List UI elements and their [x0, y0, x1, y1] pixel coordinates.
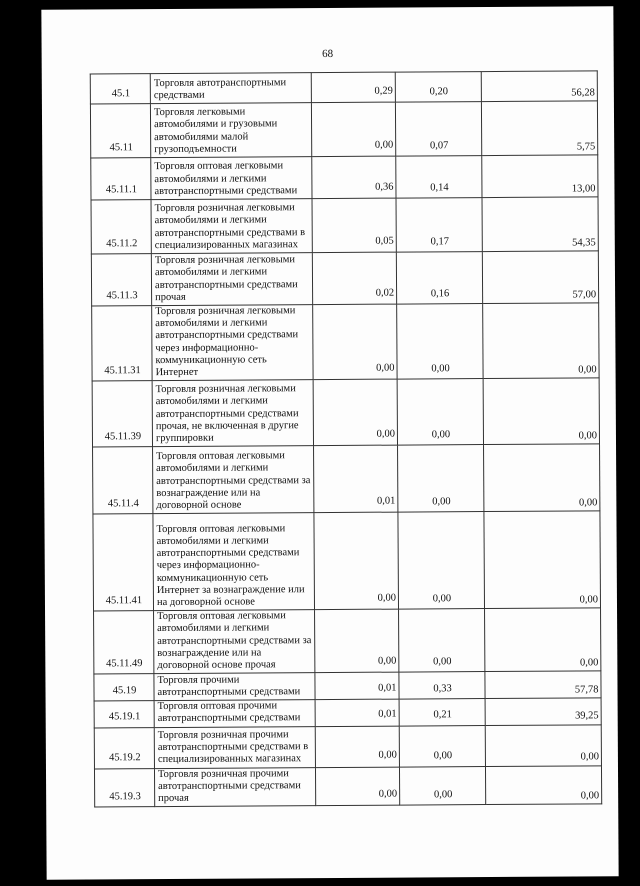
row-activity-name: Торговля розничная прочими автотранспортными средствами прочая — [154, 767, 315, 807]
table-row — [94, 608, 601, 674]
row-value-2 — [395, 72, 481, 103]
row-value-2-text: 0,21 — [433, 709, 452, 721]
row-value-3 — [485, 608, 601, 672]
row-value-2-text: 0,00 — [431, 429, 451, 441]
row-value-3-text: 0,00 — [580, 751, 599, 763]
row-value-1-text: 0,29 — [374, 85, 393, 97]
row-value-2-text: 0,00 — [432, 593, 452, 605]
row-code-text: 45.1 — [111, 88, 131, 100]
row-value-3-text: 39,25 — [575, 710, 599, 722]
row-value-3 — [485, 724, 601, 766]
row-code — [94, 727, 154, 768]
row-code-text: 45.11.4 — [107, 498, 139, 510]
row-activity-name: Торговля оптовая легковыми автомобилями и легкими автотранспортными средствами за вознаграждение или на договорной основе прочая — [154, 610, 315, 674]
row-code-text: 45.19.3 — [109, 791, 141, 803]
row-value-2 — [399, 609, 485, 673]
row-value-1 — [313, 304, 397, 380]
row-value-3-text: 0,00 — [578, 364, 597, 376]
row-value-3-text: 0,00 — [578, 430, 597, 442]
row-value-2-text: 0,00 — [433, 656, 452, 668]
row-value-3-text: 0,00 — [579, 594, 598, 606]
row-value-2-text: 0,00 — [433, 789, 453, 801]
row-activity-name: Торговля оптовая легковыми автомобилями и легкими автотранспортными средствами через информационно-коммуникационную сеть Интернет за вознаграждение или на договорной основе — [153, 513, 315, 611]
row-value-1 — [312, 198, 396, 253]
table-row — [90, 101, 597, 158]
row-value-1 — [311, 72, 395, 103]
row-code — [94, 701, 154, 728]
table-row — [92, 303, 599, 381]
row-value-3 — [483, 303, 599, 379]
row-value-2 — [396, 198, 482, 253]
row-code — [93, 447, 153, 514]
row-activity-name: Торговля розничная легковыми автомобилями и легкими автотранспортными средствами прочая — [151, 253, 312, 306]
row-value-2-text: 0,20 — [429, 86, 449, 98]
row-value-3-text: 0,00 — [578, 497, 598, 509]
row-value-1 — [315, 726, 399, 768]
row-code-text: 45.11.41 — [105, 595, 143, 607]
row-value-3-text: 56,28 — [571, 87, 595, 99]
row-value-2-text: 0,00 — [433, 750, 453, 762]
page-number: 68 — [322, 47, 334, 61]
activity-table-body — [90, 71, 601, 807]
row-code-text: 45.11.2 — [106, 237, 138, 250]
row-value-2-text: 0,16 — [430, 288, 450, 300]
row-activity-name: Торговля оптовая легковыми автомобилями и легкими автотранспортными средствами — [151, 157, 312, 200]
row-value-3 — [481, 101, 597, 156]
row-value-1 — [311, 102, 395, 157]
row-value-3 — [482, 251, 598, 304]
table-row — [91, 251, 598, 306]
row-value-1 — [313, 379, 397, 446]
row-value-3-text: 54,35 — [572, 237, 596, 249]
row-value-2 — [398, 445, 484, 513]
row-value-3 — [482, 155, 598, 198]
table-row — [94, 698, 601, 728]
row-code — [92, 381, 152, 447]
row-value-2-text: 0,07 — [429, 140, 449, 152]
row-code-text: 45.11.49 — [106, 658, 143, 670]
row-value-3 — [484, 511, 601, 609]
row-activity-name: Торговля розничная легковыми автомобилями и легкими автотранспортными средствами в специализированных магазинах — [151, 199, 312, 254]
table-row — [90, 71, 597, 104]
table-row — [91, 155, 598, 200]
row-code — [93, 514, 154, 611]
row-value-2 — [396, 156, 482, 199]
row-code-text: 45.19 — [112, 685, 137, 697]
row-value-1 — [315, 699, 399, 726]
row-value-1-text: 0,00 — [376, 428, 395, 440]
row-value-1-text: 0,00 — [377, 592, 396, 604]
row-value-3 — [485, 671, 601, 699]
row-value-2 — [396, 252, 482, 305]
row-value-3-text: 5,75 — [576, 141, 596, 153]
row-value-3 — [485, 765, 601, 804]
row-code-text: 45.11.1 — [105, 183, 138, 196]
row-value-2-text: 0,17 — [430, 236, 449, 248]
row-value-3-text: 57,78 — [574, 684, 599, 696]
row-value-2 — [395, 102, 481, 157]
table-row — [93, 444, 600, 514]
row-value-1-text: 0,02 — [375, 287, 395, 299]
row-value-2 — [399, 699, 485, 726]
row-code-text: 45.11.31 — [104, 365, 141, 377]
row-value-1 — [312, 156, 396, 199]
row-value-1-text: 0,00 — [376, 362, 395, 374]
row-value-1-text: 0,05 — [375, 235, 394, 247]
table-row — [91, 197, 598, 254]
row-code-text: 45.11 — [109, 141, 133, 154]
row-value-1 — [314, 512, 399, 610]
row-code-text: 45.19.1 — [108, 711, 141, 723]
row-activity-name: Торговля розничная легковыми автомобилями и легкими автотранспортными средствами через информационно-коммуникационную сеть Интернет — [152, 305, 313, 381]
row-activity-name: Торговля легковыми автомобилями и грузовыми автомобилями малой грузоподъемности — [150, 103, 311, 158]
row-code — [90, 74, 150, 104]
row-value-2-text: 0,33 — [433, 683, 452, 695]
row-value-3-text: 57,00 — [572, 289, 597, 301]
row-code — [91, 158, 151, 200]
row-value-2-text: 0,00 — [431, 363, 450, 375]
row-value-2 — [399, 672, 485, 700]
row-code — [94, 674, 154, 701]
row-activity-name: Торговля автотранспортными средствами — [150, 73, 311, 104]
row-value-3 — [483, 378, 599, 445]
row-value-3-text: 0,00 — [579, 657, 599, 669]
row-value-3 — [481, 71, 597, 102]
row-value-2-text: 0,14 — [430, 182, 449, 194]
row-activity-name: Торговля розничная прочими автотранспортными средствами в специализированных магазинах — [154, 726, 315, 768]
row-value-3-text: 0,00 — [580, 790, 600, 802]
row-code — [94, 611, 154, 674]
row-value-1 — [315, 609, 399, 673]
row-value-2 — [398, 512, 485, 610]
row-activity-name: Торговля прочими автотранспортными средствами — [154, 673, 315, 701]
row-value-1 — [315, 767, 399, 806]
row-value-1-text: 0,01 — [376, 495, 396, 507]
row-code — [92, 306, 152, 382]
row-value-1-text: 0,00 — [378, 788, 398, 800]
row-code-text: 45.19.2 — [109, 752, 141, 764]
row-value-1-text: 0,01 — [378, 682, 397, 694]
row-code — [94, 768, 154, 807]
row-value-3-text: 13,00 — [571, 183, 596, 195]
row-value-1 — [315, 672, 399, 700]
table-row — [94, 671, 601, 701]
row-value-1-text: 0,36 — [375, 181, 394, 193]
table-row — [94, 765, 601, 807]
row-code-text: 45.11.3 — [106, 289, 138, 302]
row-value-1-text: 0,00 — [377, 655, 397, 667]
table-row — [93, 511, 601, 611]
row-value-3 — [485, 698, 601, 725]
table-row — [94, 724, 601, 768]
table-row — [92, 378, 599, 447]
row-value-2 — [397, 304, 483, 380]
row-value-1 — [312, 252, 396, 305]
row-activity-name: Торговля оптовая прочими автотранспортными средствами — [154, 700, 315, 727]
document-page — [41, 6, 618, 879]
row-code — [91, 254, 151, 306]
row-value-1-text: 0,01 — [378, 709, 397, 721]
row-value-1-text: 0,00 — [378, 750, 397, 762]
row-activity-name: Торговля оптовая легковыми автомобилями и легкими автотранспортными средствами за вознаграждение или на договорной основе — [153, 446, 314, 514]
row-value-1-text: 0,00 — [374, 139, 394, 151]
row-activity-name: Торговля розничная легковыми автомобилями и легкими автотранспортными средствами прочая, не включенная в другие группировки — [152, 380, 313, 447]
row-value-3 — [482, 197, 598, 252]
row-value-2 — [397, 379, 483, 446]
row-value-2 — [399, 725, 485, 767]
row-value-3 — [484, 444, 600, 512]
row-code — [91, 200, 151, 254]
row-value-2 — [399, 766, 485, 805]
activity-table — [90, 70, 602, 807]
row-code — [90, 104, 150, 158]
row-value-1 — [314, 445, 398, 513]
row-code-text: 45.11.39 — [104, 431, 142, 443]
row-value-2-text: 0,00 — [432, 496, 451, 508]
